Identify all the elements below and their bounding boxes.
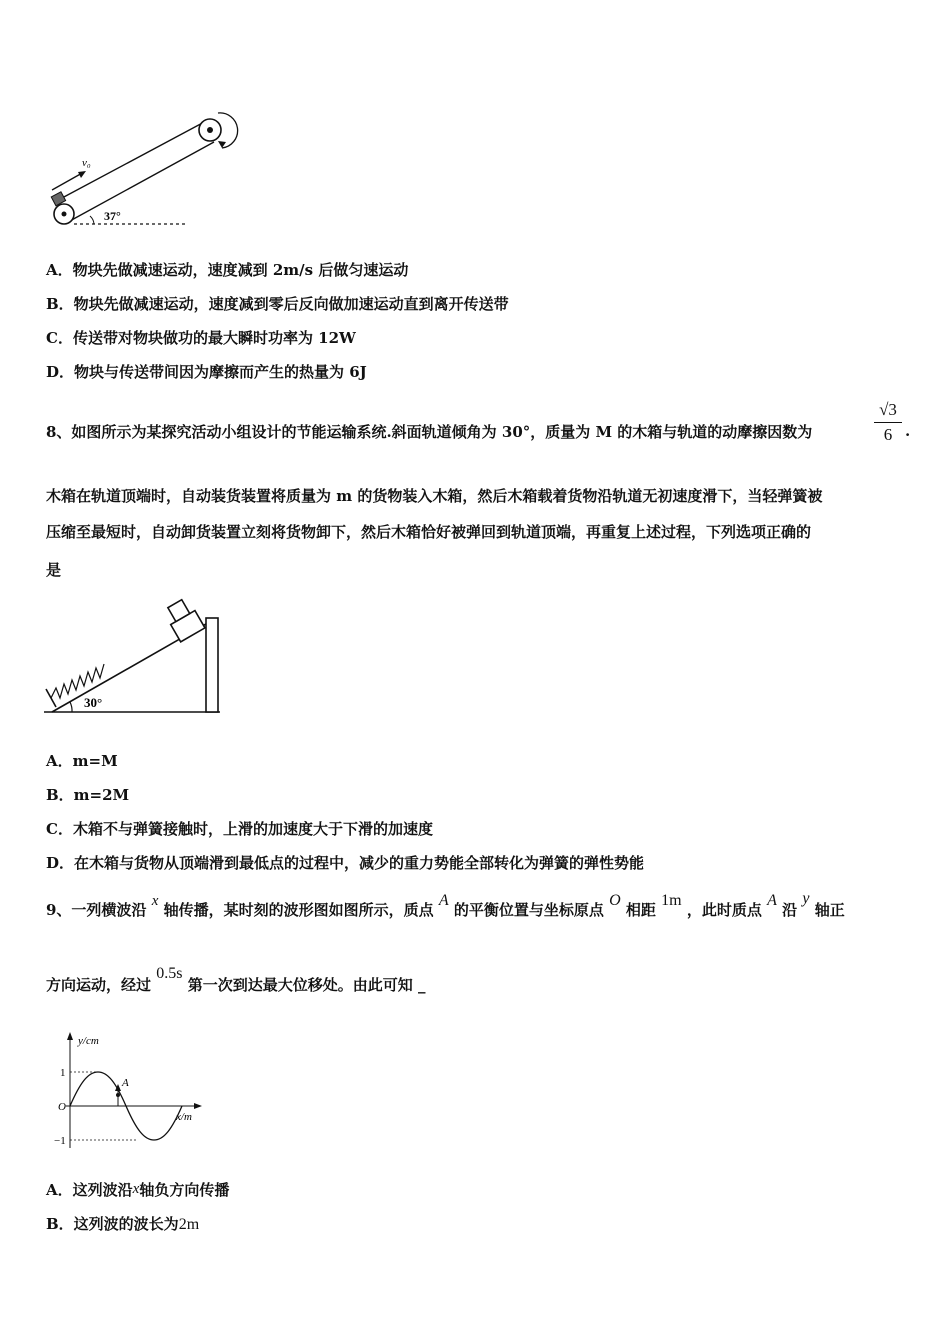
- angle-label-30: 30°: [84, 695, 103, 710]
- q9-var-A2: A: [767, 892, 777, 909]
- q9-var-y: y: [802, 890, 810, 907]
- q8-stem-end: .: [905, 422, 911, 440]
- q8-option-d: D．在木箱与货物从顶端滑到最低点的过程中，减少的重力势能全部转化为弹簧的弹性势能: [46, 854, 645, 872]
- spring: [51, 664, 104, 698]
- q9-var-A: A: [438, 892, 449, 909]
- q9-text-9: 第一次到达最大位移处。由此可知 _: [187, 976, 426, 994]
- x-axis-label: x/m: [176, 1111, 192, 1123]
- angle-label-37: 37°: [104, 209, 121, 223]
- conveyor-belt-figure: [40, 108, 240, 233]
- y-axis-label: y/cm: [78, 1035, 99, 1047]
- q8-stem-line1: [46, 422, 812, 442]
- q7-option-a: A．物块先做减速运动，速度减到 2m/s 后做匀速运动: [46, 261, 409, 279]
- q9-text-4: 相距: [625, 901, 656, 919]
- q8-fraction: [874, 398, 902, 447]
- velocity-label: v₀: [82, 157, 91, 169]
- q9-text-5: ，此时质点: [686, 901, 762, 919]
- q9-text-6: 沿: [782, 901, 798, 919]
- q9-text-7: 轴正: [814, 901, 845, 919]
- q9-stem-line1: [46, 890, 845, 921]
- q9-text-2: 轴传播，某时刻的波形图如图所示，质点: [163, 901, 434, 919]
- incline-spring-figure: [40, 588, 230, 718]
- q7-option-c: C．传送带对物块做功的最大瞬时功率为 12W: [46, 329, 356, 347]
- tick-label-neg1: −1: [54, 1135, 66, 1147]
- q8-option-a: A．m=M: [46, 752, 118, 770]
- q8-stem-text: 8、如图所示为某探究活动小组设计的节能运输系统.斜面轨道倾角为 30°，质量为 M 的木箱与轨道的动摩擦因数为: [46, 423, 813, 441]
- q9-distance: 1m: [661, 892, 682, 909]
- fraction-numerator: √3: [874, 398, 902, 423]
- q9-option-b: [46, 1214, 199, 1235]
- q8-stem-line3: 压缩至最短时，自动卸货装置立刻将货物卸下，然后木箱恰好被弹回到轨道顶端，再重复上述过程，下列选项正确的: [46, 523, 812, 541]
- q8-option-b: B．m=2M: [46, 786, 130, 804]
- q9-stem-line2: [46, 965, 426, 996]
- q9-text-3: 的平衡位置与坐标原点: [453, 901, 604, 919]
- fraction-denominator: 6: [883, 425, 893, 444]
- origin-label: O: [58, 1101, 66, 1113]
- q8-stem-line2: 木箱在轨道顶端时，自动装货装置将质量为 m 的货物装入木箱，然后木箱载着货物沿轨道无初速度滑下，当轻弹簧被: [46, 487, 823, 505]
- q9-time: 0.5s: [156, 965, 183, 982]
- q9-option-a: [46, 1180, 229, 1201]
- point-A-label: A: [122, 1077, 129, 1089]
- q7-option-b: B．物块先做减速运动，速度减到零后反向做加速运动直到离开传送带: [46, 295, 509, 313]
- wave-graph: [48, 1028, 208, 1153]
- q9-opt-a-text1: A．这列波沿: [46, 1181, 133, 1199]
- q8-stem-line4: 是: [46, 561, 62, 579]
- q9-text-8: 方向运动，经过: [46, 976, 152, 994]
- q9-opt-b-value: 2m: [178, 1216, 200, 1233]
- tick-label-1: 1: [60, 1067, 66, 1079]
- q9-opt-a-var-x: x: [132, 1181, 140, 1197]
- q9-var-O: O: [609, 892, 621, 909]
- q7-option-d: D．物块与传送带间因为摩擦而产生的热量为 6J: [46, 363, 367, 381]
- q8-option-c: C．木箱不与弹簧接触时，上滑的加速度大于下滑的加速度: [46, 820, 433, 838]
- q9-opt-a-text2: 轴负方向传播: [139, 1181, 230, 1199]
- q9-opt-b-text: B．这列波的波长为: [46, 1215, 179, 1233]
- q9-var-x: x: [151, 893, 159, 909]
- q9-text-1: 9、一列横波沿: [46, 901, 147, 919]
